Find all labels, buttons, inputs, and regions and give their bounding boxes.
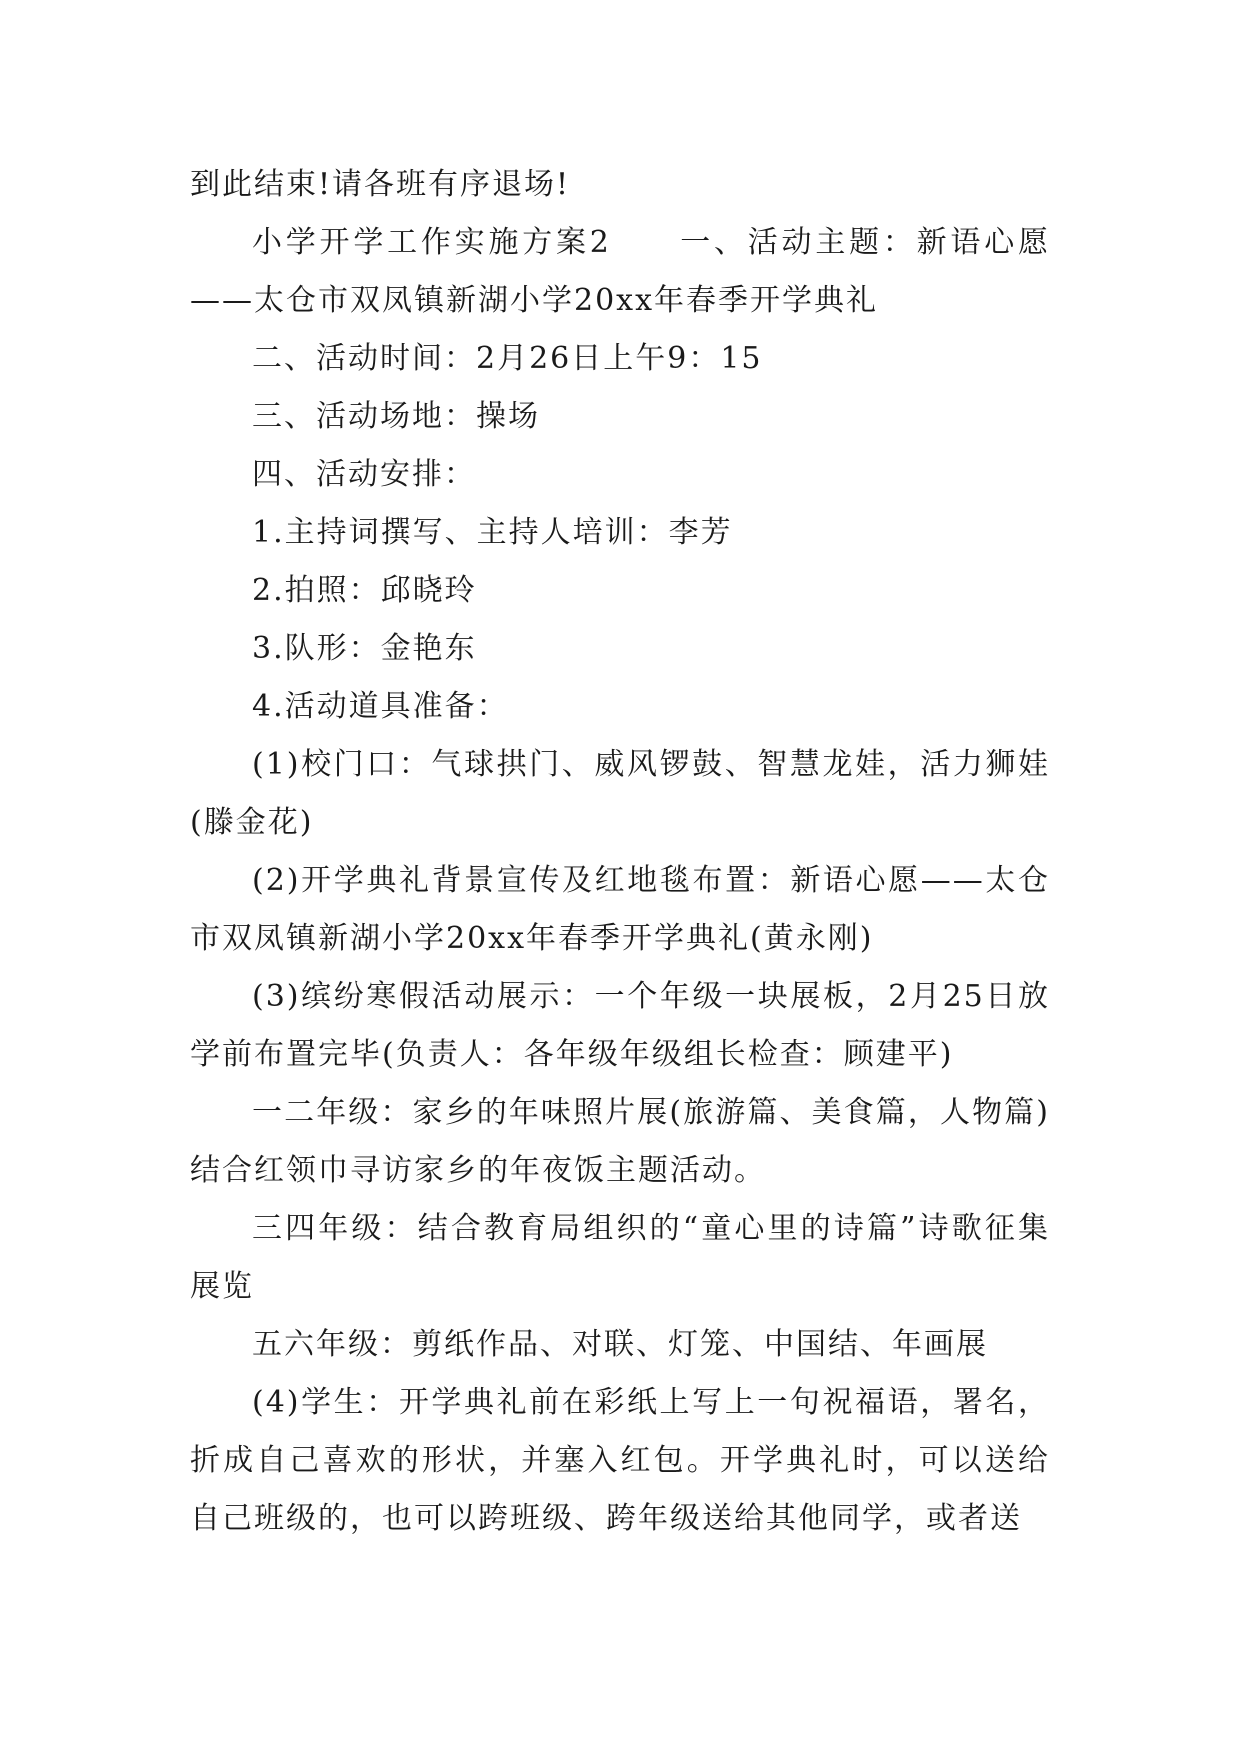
paragraph-activity-arrangement: 四、活动安排： <box>252 457 476 492</box>
paragraph-grade-1-2: 一二年级：家乡的年味照片展(旅游篇、美食篇，人物篇)结合红领巾寻访家乡的年夜饭主题活动。 <box>190 1095 1050 1188</box>
paragraph-item-formation: 3.队形：金艳东 <box>252 631 477 666</box>
paragraph-item-photo: 2.拍照：邱晓玲 <box>252 573 477 608</box>
paragraph-props-exhibition: (3)缤纷寒假活动展示：一个年级一块展板，2月25日放学前布置完毕(负责人：各年级年级组长检查：顾建平) <box>190 979 1050 1072</box>
paragraph-props-students: (4)学生：开学典礼前在彩纸上写上一句祝福语，署名，折成自己喜欢的形状，并塞入红包。开学典礼时，可以送给自己班级的，也可以跨班级、跨年级送给其他同学，或者送 <box>190 1385 1050 1536</box>
paragraph-activity-venue: 三、活动场地：操场 <box>252 399 540 434</box>
paragraph-props-backdrop: (2)开学典礼背景宣传及红地毯布置：新语心愿——太仓市双凤镇新湖小学20xx年春季开学典礼(黄永刚) <box>190 863 1050 956</box>
paragraph-props-gate: (1)校门口：气球拱门、威风锣鼓、智慧龙娃，活力狮娃(滕金花) <box>190 747 1050 840</box>
paragraph-item-props: 4.活动道具准备： <box>252 689 509 724</box>
document-body <box>190 156 1050 1548</box>
paragraph-activity-time: 二、活动时间：2月26日上午9：15 <box>252 341 763 376</box>
paragraph-grade-5-6: 五六年级：剪纸作品、对联、灯笼、中国结、年画展 <box>252 1327 988 1362</box>
paragraph-closing-line: 到此结束!请各班有序退场! <box>190 167 571 202</box>
paragraph-item-host: 1.主持词撰写、主持人培训：李芳 <box>252 515 733 550</box>
paragraph-plan-title-theme: 小学开学工作实施方案2 一、活动主题：新语心愿——太仓市双凤镇新湖小学20xx年春季开学典礼 <box>190 225 1050 318</box>
paragraph-grade-3-4: 三四年级：结合教育局组织的“童心里的诗篇”诗歌征集展览 <box>190 1211 1050 1304</box>
